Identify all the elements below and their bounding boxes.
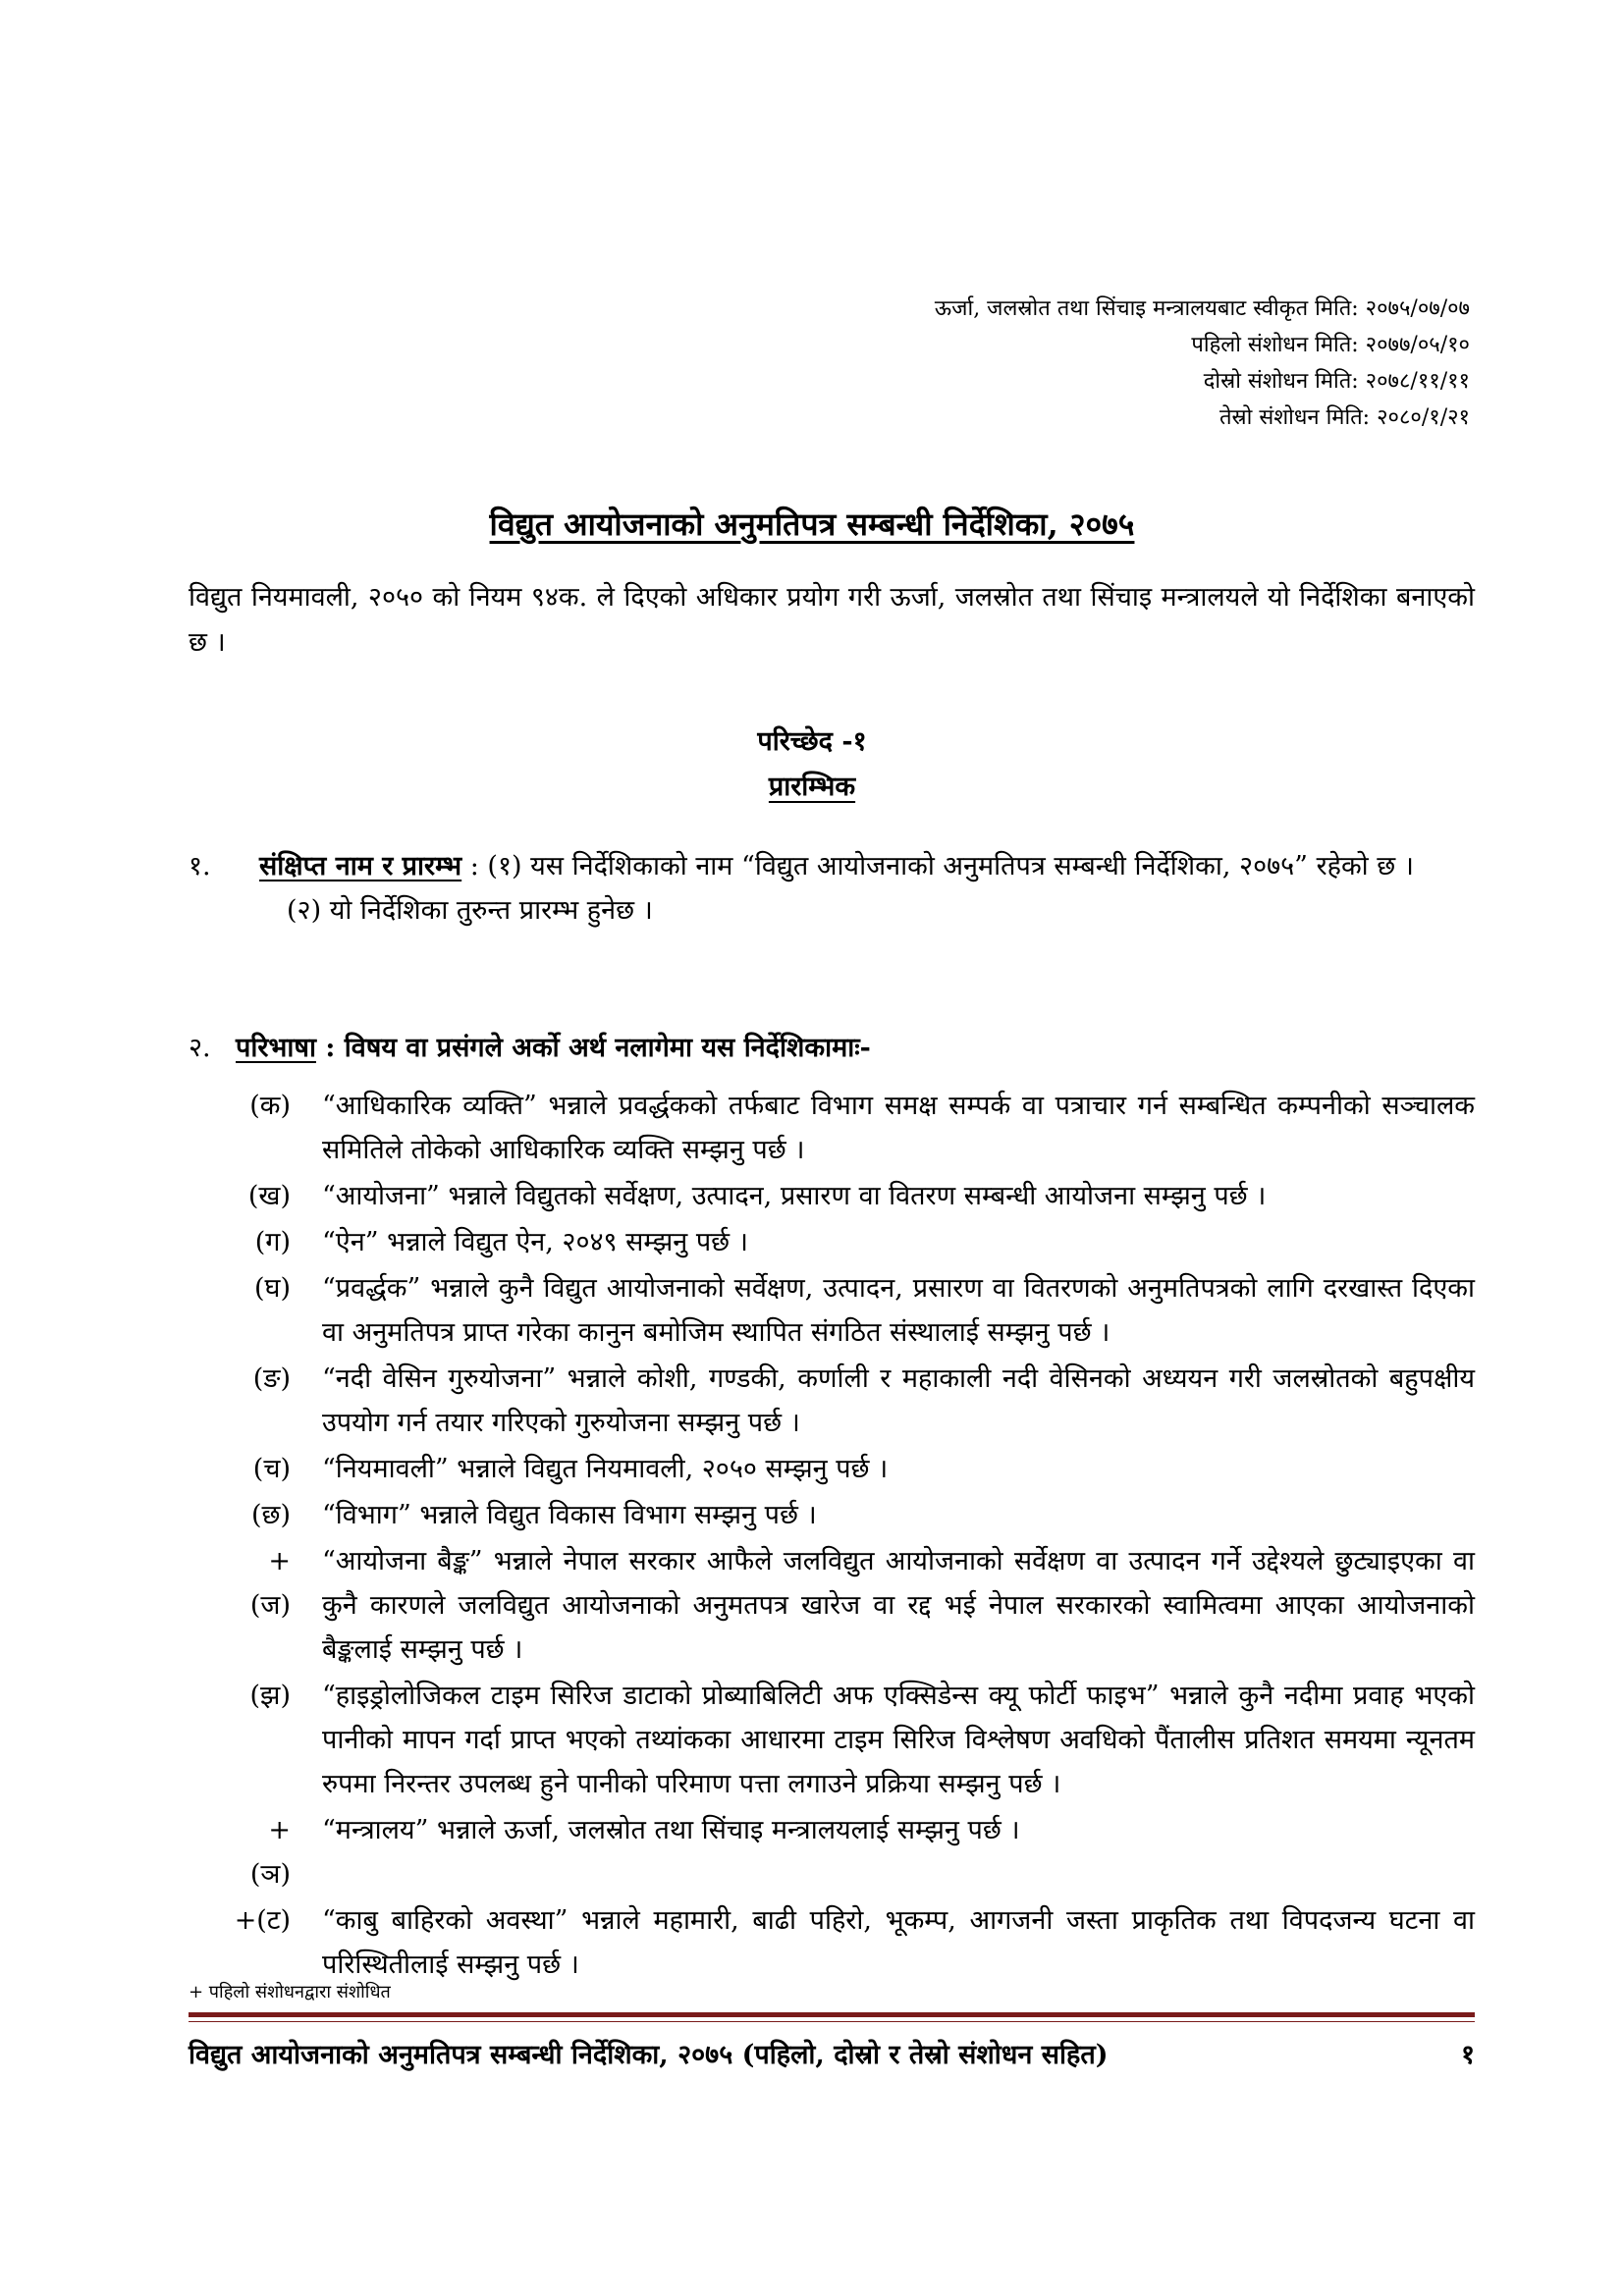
- definition-item: [189, 1447, 1475, 1491]
- approval-dates: [935, 291, 1470, 436]
- definition-text: “आधिकारिक व्यक्ति” भन्नाले प्रवर्द्धकको तर्फबाट विभाग समक्ष सम्पर्क वा पत्राचार गर्न सम्बन्धित कम्पनीको सञ्चालक समितिले तोकेको आधिकारिक व्यक्ति सम्झनु पर्छ ।: [322, 1091, 1475, 1165]
- footer-rule-thin: [189, 2021, 1475, 2022]
- definition-text: “नियमावली” भन्नाले विद्युत नियमावली, २०५० सम्झनु पर्छ ।: [322, 1454, 889, 1484]
- definition-item: [189, 1539, 1475, 1672]
- sub-clause: (२) यो निर्देशिका तुरुन्त प्रारम्भ हुनेछ ।: [287, 895, 653, 926]
- section-text: : (१) यस निर्देशिकाको नाम “विद्युत आयोजनाको अनुमतिपत्र सम्बन्धी निर्देशिका, २०७५” रहेको छ ।: [461, 851, 1415, 881]
- definition-text: “काबु बाहिरको अवस्था” भन्नाले महामारी, बाढी पहिरो, भूकम्प, आगजनी जस्ता प्राकृतिक तथा विपदजन्य घटना वा परिस्थितीलाई सम्झनु पर्छ ।: [322, 1905, 1475, 1980]
- definition-item: [189, 1174, 1475, 1218]
- definition-text: “नदी वेसिन गुरुयोजना” भन्नाले कोशी, गण्डकी, कर्णाली र महाकाली नदी वेसिनको अध्ययन गरी जलस्रोतको बहुपक्षीय उपयोग गर्न तयार गरिएको गुरुयोजना सम्झनु पर्छ ।: [322, 1363, 1475, 1438]
- definition-item: [189, 1898, 1475, 1987]
- definition-text: “ऐन” भन्नाले विद्युत ऐन, २०४९ सम्झनु पर्छ ।: [322, 1227, 748, 1257]
- definition-item: [189, 1493, 1475, 1537]
- definition-mark: (छ): [251, 1500, 291, 1530]
- definition-item: [189, 1084, 1475, 1172]
- definition-text: “हाइड्रोलोजिकल टाइम सिरिज डाटाको प्रोब्याबिलिटी अफ एक्सिडेन्स क्यू फोर्टी फाइभ” भन्नाले कुनै नदीमा प्रवाह भएको पानीको मापन गर्दा प्राप्त भएको तथ्यांकका आधारमा टाइम सिरिज विश्लेषण अवधिको पैंतालीस प्रतिशत समयमा न्यूनतम रुपमा निरन्तर उपलब्ध हुने पानीको परिमाण पत्ता लगाउने प्रक्रिया सम्झनु पर्छ ।: [322, 1681, 1475, 1799]
- definition-mark: (ग): [254, 1227, 291, 1257]
- second-amendment-date: दोस्रो संशोधन मिति: २०७८/११/११: [1203, 369, 1470, 394]
- page-footer: [189, 2035, 1475, 2071]
- definition-mark: (ख): [247, 1181, 291, 1211]
- section-heading: संक्षिप्त नाम र प्रारम्भ: [259, 851, 462, 881]
- chapter-heading: [0, 720, 1624, 810]
- definition-mark: +(ज): [249, 1546, 291, 1621]
- first-amendment-date: पहिलो संशोधन मिति: २०७७/०५/१०: [1191, 333, 1470, 357]
- section-2: [189, 1026, 1475, 1989]
- section-text: : विषय वा प्रसंगले अर्को अर्थ नलागेमा यस निर्देशिकामाः-: [315, 1033, 871, 1063]
- definition-mark: (झ): [249, 1681, 291, 1711]
- definition-mark: (च): [252, 1454, 291, 1484]
- footer-rule-thick: [189, 2012, 1475, 2017]
- definition-item: [189, 1808, 1475, 1896]
- third-amendment-date: तेस्रो संशोधन मिति: २०८०/१/२१: [1219, 405, 1470, 430]
- approval-date-line: ऊर्जा, जलस्रोत तथा सिंचाइ मन्त्रालयबाट स्वीकृत मिति: २०७५/०७/०७: [934, 296, 1470, 321]
- document-title: विद्युत आयोजनाको अनुमतिपत्र सम्बन्धी निर्देशिका, २०७५: [489, 506, 1135, 543]
- definition-text: “मन्त्रालय” भन्नाले ऊर्जा, जलस्रोत तथा सिंचाइ मन्त्रालयलाई सम्झनु पर्छ ।: [322, 1815, 1020, 1845]
- chapter-subtitle: प्रारम्भिक: [768, 772, 856, 802]
- definition-text: “विभाग” भन्नाले विद्युत विकास विभाग सम्झनु पर्छ ।: [322, 1500, 817, 1530]
- definitions-list: [189, 1084, 1475, 1987]
- definition-text: “आयोजना” भन्नाले विद्युतको सर्वेक्षण, उत्पादन, प्रसारण वा वितरण सम्बन्धी आयोजना सम्झनु पर्छ ।: [322, 1181, 1267, 1211]
- definition-text: “आयोजना बैङ्क” भन्नाले नेपाल सरकार आफैले जलविद्युत आयोजनाको सर्वेक्षण वा उत्पादन गर्ने उद्देश्यले छुट्याइएका वा कुनै कारणले जलविद्युत आयोजनाको अनुमतपत्र खारेज वा रद्द भई नेपाल सरकारको स्वामित्वमा आएका आयोजनाको बैङ्कलाई सम्झनु पर्छ ।: [322, 1546, 1475, 1665]
- footer-text: विद्युत आयोजनाको अनुमतिपत्र सम्बन्धी निर्देशिका, २०७५ (पहिलो, दोस्रो र तेस्रो संशोधन सहित): [189, 2040, 1109, 2070]
- section-number: २.: [189, 1033, 211, 1063]
- definition-item: [189, 1357, 1475, 1445]
- footnote: + पहिलो संशोधनद्वारा संशोधित: [189, 1982, 391, 2002]
- page-number: १: [1460, 2040, 1475, 2070]
- definition-mark: (ङ): [252, 1363, 291, 1394]
- definition-mark: (क): [249, 1091, 291, 1121]
- chapter-label: परिच्छेद -१: [757, 726, 867, 757]
- definition-item: [189, 1220, 1475, 1264]
- section-number: १.: [189, 851, 211, 881]
- preamble: विद्युत नियमावली, २०५० को नियम ९४क. ले दिएको अधिकार प्रयोग गरी ऊर्जा, जलस्रोत तथा सिंचाइ मन्त्रालयले यो निर्देशिका बनाएको छ ।: [189, 582, 1475, 658]
- section-heading: परिभाषा: [236, 1033, 316, 1063]
- definition-text: “प्रवर्द्धक” भन्नाले कुनै विद्युत आयोजनाको सर्वेक्षण, उत्पादन, प्रसारण वा वितरणको अनुमतिपत्रको लागि दरखास्त दिएका वा अनुमतिपत्र प्राप्त गरेका कानुन बमोजिम स्थापित संगठित संस्थालाई सम्झनु पर्छ ।: [322, 1273, 1475, 1348]
- definition-item: [189, 1266, 1475, 1355]
- definition-mark: (घ): [253, 1273, 291, 1304]
- section-1: [189, 844, 1475, 933]
- definition-mark: +(ट): [234, 1905, 291, 1936]
- definition-mark: +(ञ): [249, 1815, 291, 1890]
- definition-item: [189, 1674, 1475, 1806]
